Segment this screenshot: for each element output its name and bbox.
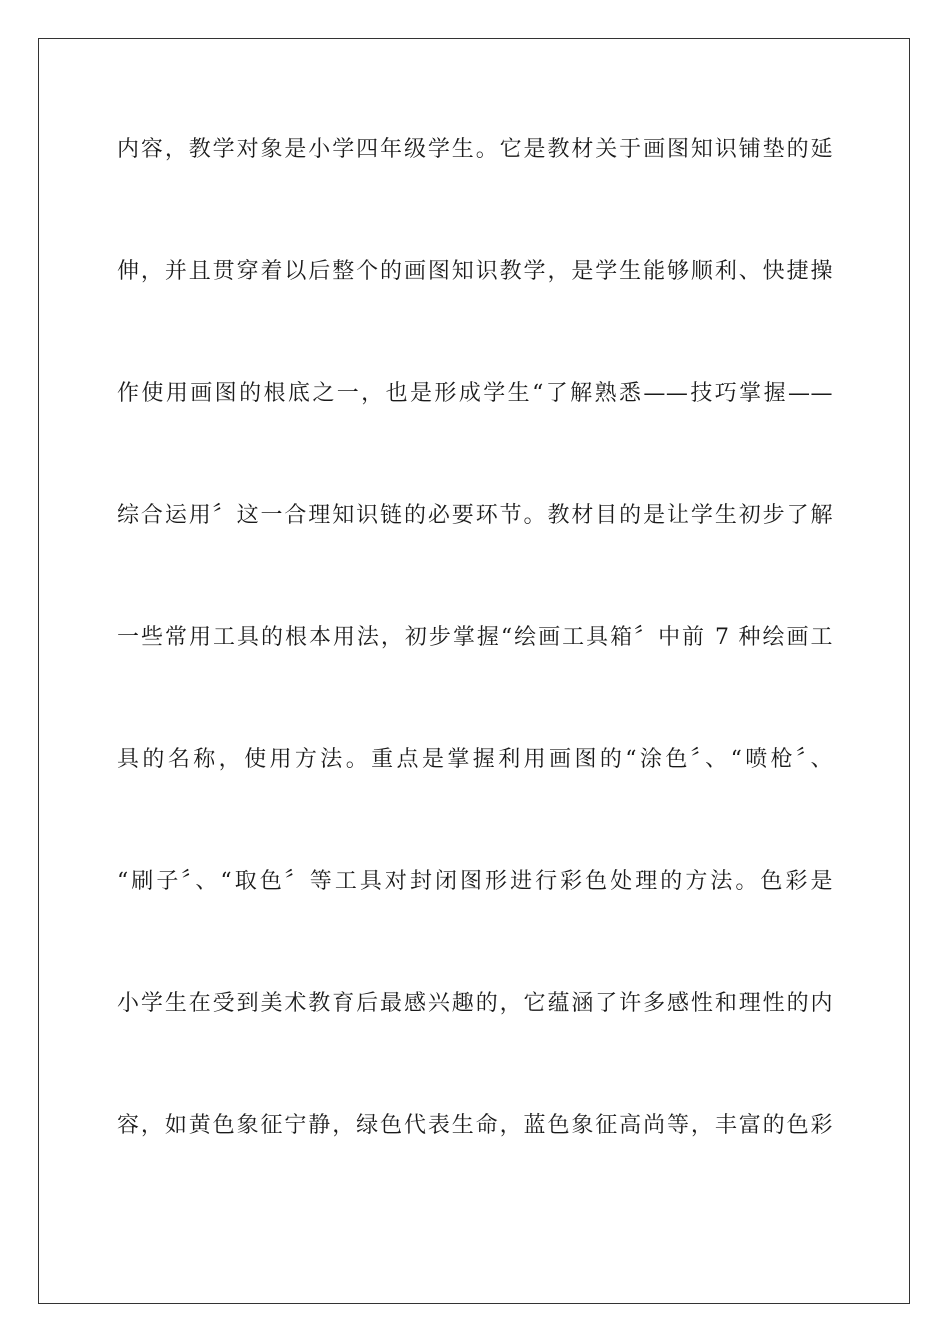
text-line-5: 一些常用工具的根本用法，初步掌握“绘画工具箱〞中前 7 种绘画工 bbox=[117, 625, 833, 650]
text-line-6: 具的名称，使用方法。重点是掌握利用画图的“涂色〞、“喷枪〞、 bbox=[117, 747, 833, 772]
text-line-8: 小学生在受到美术教育后最感兴趣的，它蕴涵了许多感性和理性的内 bbox=[117, 991, 833, 1016]
text-line-1: 内容，教学对象是小学四年级学生。它是教材关于画图知识铺垫的延 bbox=[117, 137, 833, 162]
text-line-7: “刷子〞、“取色〞等工具对封闭图形进行彩色处理的方法。色彩是 bbox=[117, 869, 833, 894]
text-line-9: 容，如黄色象征宁静，绿色代表生命，蓝色象征高尚等，丰富的色彩 bbox=[117, 1113, 833, 1138]
text-line-4: 综合运用〞这一合理知识链的必要环节。教材目的是让学生初步了解 bbox=[117, 503, 833, 528]
text-line-3: 作使用画图的根底之一，也是形成学生“了解熟悉——技巧掌握—— bbox=[117, 381, 833, 406]
text-line-2: 伸，并且贯穿着以后整个的画图知识教学，是学生能够顺利、快捷操 bbox=[117, 259, 833, 284]
body-text bbox=[117, 128, 833, 1226]
